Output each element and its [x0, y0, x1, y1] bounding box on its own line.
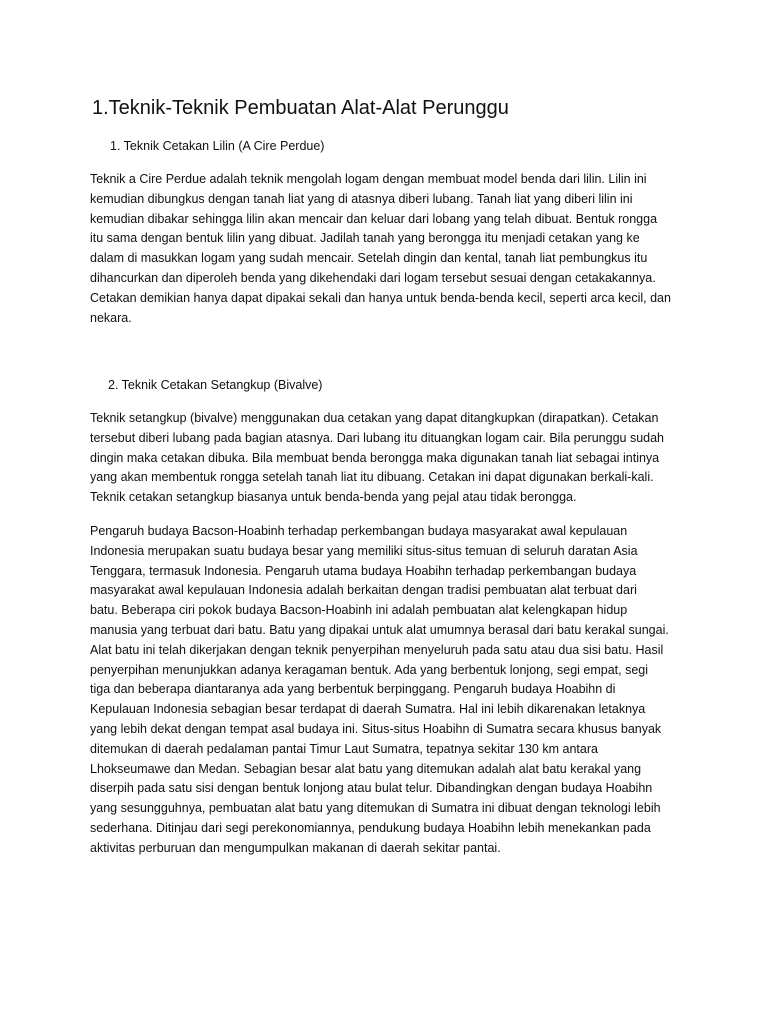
paragraph-bivalve: Teknik setangkup (bivalve) menggunakan dua cetakan yang dapat ditangkupkan (dirapatkan). Cetakan tersebut diberi lubang pada bagian atasnya. Dari lubang itu dituangkan logam cair. Bila perunggu sudah dingin maka cetakan dibuka. Bila membuat benda berongga maka digunakan tanah liat sebagai intinya yang akan membentuk rongga setelah tanah liat itu dibuang. Cetakan ini dapat digunakan berkali-kali. Teknik cetakan setangkup biasanya untuk benda-benda yang pejal atau tidak berongga. [90, 411, 665, 505]
page-title: 1.Teknik-Teknik Pembuatan Alat-Alat Perunggu [92, 97, 509, 119]
paragraph-hoabinh: Pengaruh budaya Bacson-Hoabinh terhadap perkembangan budaya masyarakat awal kepulauan Indonesia merupakan suatu budaya besar yang memiliki situs-situs temuan di seluruh daratan Asia Tenggara, termasuk Indonesia. Pengaruh utama budaya Hoabihn terhadap perkembangan budaya masyarakat awal kepulauan Indonesia adalah berkaitan dengan tradisi pembuatan alat terbuat dari batu. Beberapa ciri pokok budaya Bacson-Hoabinh ini adalah pembuatan alat kelengkapan hidup manusia yang terbuat dari batu. Batu yang dipakai untuk alat umumnya berasal dari batu kerakal sungai. Alat batu ini telah dikerjakan dengan teknik penyerpihan menyeluruh pada satu atau dua sisi batu. Hasil penyerpihan menunjukkan adanya keragaman bentuk. Ada yang berbentuk lonjong, segi empat, segi tiga dan beberapa diantaranya ada yang berbentuk berpinggang. Pengaruh budaya Hoabihn di Kepulauan Indonesia sebagian besar terdapat di daerah Sumatra. Hal ini lebih dikarenakan letaknya yang lebih dekat dengan tempat asal budaya ini. Situs-situs Hoabihn di Sumatra secara khusus banyak ditemukan di daerah pedalaman pantai Timur Laut Sumatra, tepatnya sekitar 130 km antara Lhokseumawe dan Medan. Sebagian besar alat batu yang ditemukan adalah alat batu kerakal yang diserpih pada satu sisi dengan bentuk lonjong atau bulat telur. Dibandingkan dengan budaya Hoabihn yang sesungguhnya, pembuatan alat batu yang ditemukan di Sumatra ini dibuat dengan teknologi lebih sederhana. Ditinjau dari segi perekonomiannya, pendukung budaya Hoabihn lebih menekankan pada aktivitas perburuan dan mengumpulkan makanan di daerah sekitar pantai. [90, 524, 669, 855]
paragraph-cire-perdue: Teknik a Cire Perdue adalah teknik mengolah logam dengan membuat model benda dari lilin. Lilin ini kemudian dibungkus dengan tanah liat yang di atasnya diberi lubang. Tanah liat yang diberi lilin ini kemudian dibakar sehingga lilin akan mencair dan keluar dari lobang yang telah dibuat. Bentuk rongga itu sama dengan bentuk lilin yang dibuat. Jadilah tanah yang berongga itu menjadi cetakan yang ke dalam di masukkan logam yang sudah mencair. Setelah dingin dan kental, tanah liat pembungkus itu dihancurkan dan diperoleh benda yang dikehendaki dari logam tersebut sesuai dengan cetakakannya. Cetakan demikian hanya dapat dipakai sekali dan hanya untuk benda-benda kecil, seperti arca kecil, dan nekara. [90, 172, 671, 325]
section-heading-cire-perdue: 1. Teknik Cetakan Lilin (A Cire Perdue) [110, 139, 325, 153]
section-heading-bivalve: 2. Teknik Cetakan Setangkup (Bivalve) [108, 378, 323, 392]
